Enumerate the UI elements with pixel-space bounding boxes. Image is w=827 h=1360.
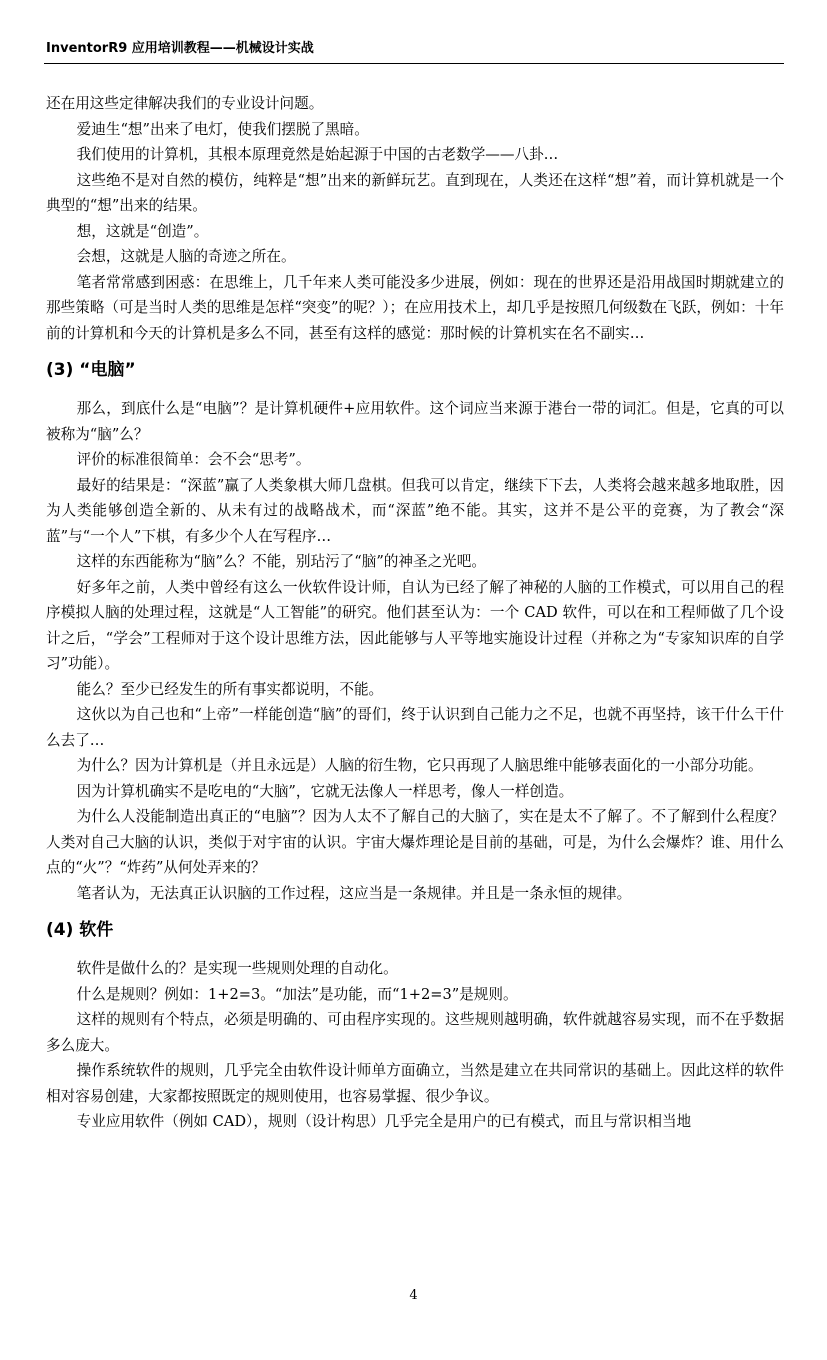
paragraph: 为什么人没能制造出真正的“电脑”？因为人太不了解自己的大脑了，实在是太不了解了。不了解到什么程度？人类对自己大脑的认识，类似于对宇宙的认识。宇宙大爆炸理论是目前的基础，可是，为什么会爆炸？谁、用什么点的“火”？“炸药”从何处弄来的？ bbox=[46, 808, 784, 876]
paragraph: 专业应用软件（例如 CAD），规则（设计构思）几乎完全是用户的已有模式，而且与常识相当地 bbox=[76, 1113, 692, 1130]
paragraph: 为什么？因为计算机是（并且永远是）人脑的衍生物，它只再现了人脑思维中能够表面化的一小部分功能。 bbox=[76, 757, 763, 774]
paragraph: 因为计算机确实不是吃电的“大脑”，它就无法像人一样思考，像人一样创造。 bbox=[76, 782, 574, 800]
header-divider bbox=[44, 63, 784, 64]
paragraph: 爱迪生“想”出来了电灯，使我们摆脱了黑暗。 bbox=[76, 120, 369, 138]
paragraph: 这些绝不是对自然的模仿，纯粹是“想”出来的新鲜玩艺。直到现在，人类还在这样“想”着，而计算机就是一个典型的“想”出来的结果。 bbox=[46, 171, 784, 214]
page-number: 4 bbox=[409, 1288, 418, 1303]
section-heading: (3) “电脑” bbox=[46, 360, 136, 380]
page-body bbox=[46, 91, 784, 1135]
paragraph: 操作系统软件的规则，几乎完全由软件设计师单方面确立，当然是建立在共同常识的基础上。因此这样的软件相对容易创建，大家都按照既定的规则使用，也容易掌握、很少争议。 bbox=[46, 1062, 784, 1105]
paragraph: 最好的结果是：“深蓝”赢了人类象棋大师几盘棋。但我可以肯定，继续下下去，人类将会越来越多地取胜，因为人类能够创造全新的、从未有过的战略战术，而“深蓝”绝不能。其实，这并不是公平的竞赛，为了教会“深蓝”与“一个人”下棋，有多少个人在写程序… bbox=[46, 476, 784, 545]
paragraph: 这样的规则有个特点，必须是明确的、可由程序实现的。这些规则越明确，软件就越容易实现，而不在乎数据多么庞大。 bbox=[46, 1011, 784, 1054]
paragraph: 评价的标准很简单：会不会“思考”。 bbox=[76, 451, 311, 468]
paragraph: 会想，这就是人脑的奇迹之所在。 bbox=[76, 248, 296, 265]
paragraph: 好多年之前，人类中曾经有这么一伙软件设计师，自认为已经了解了神秘的人脑的工作模式，可以用自己的程序模拟人脑的处理过程，这就是“人工智能”的研究。他们甚至认为：一个 CAD 软件，可以在和工程师做了几个设计之后，“学会”工程师对于这个设计思维方法，因此能够与人平等地实施设计过程（并称之为“专家知识库的自学习”功能）。 bbox=[46, 578, 784, 672]
paragraph: 还在用这些定律解决我们的专业设计问题。 bbox=[46, 95, 324, 112]
paragraph: 想，这就是“创造”。 bbox=[76, 222, 209, 240]
paragraph: 能么？至少已经发生的所有事实都说明，不能。 bbox=[76, 680, 384, 698]
paragraph: 我们使用的计算机，其根本原理竟然是始起源于中国的古老数学——八卦… bbox=[76, 146, 559, 163]
paragraph: 这伙以为自己也和“上帝”一样能创造“脑”的哥们，终于认识到自己能力之不足，也就不再坚持，该干什么干什么去了… bbox=[46, 706, 784, 749]
section-heading: (4) 软件 bbox=[46, 920, 114, 940]
paragraph: 什么是规则？例如：1+2=3。“加法”是功能，而“1+2=3”是规则。 bbox=[76, 985, 518, 1003]
paragraph: 软件是做什么的？是实现一些规则处理的自动化。 bbox=[76, 960, 398, 977]
paragraph: 笔者认为，无法真正认识脑的工作过程，这应当是一条规律。并且是一条永恒的规律。 bbox=[76, 884, 632, 902]
paragraph: 那么，到底什么是“电脑”？是计算机硬件+应用软件。这个词应当来源于港台一带的词汇。但是，它真的可以被称为“脑”么？ bbox=[46, 400, 784, 443]
paragraph: 笔者常常感到困惑：在思维上，几千年来人类可能没多少进展，例如：现在的世界还是沿用战国时期就建立的那些策略（可是当时人类的思维是怎样“突变”的呢？）；在应用技术上，却几乎是按照几何级数在飞跃，例如：十年前的计算机和今天的计算机是多么不同，甚至有这样的感觉：那时候的计算机实在名不副实… bbox=[46, 273, 784, 342]
running-header: InventorR9 应用培训教程——机械设计实战 bbox=[46, 41, 314, 56]
paragraph: 这样的东西能称为“脑”么？不能，别玷污了“脑”的神圣之光吧。 bbox=[76, 553, 486, 570]
